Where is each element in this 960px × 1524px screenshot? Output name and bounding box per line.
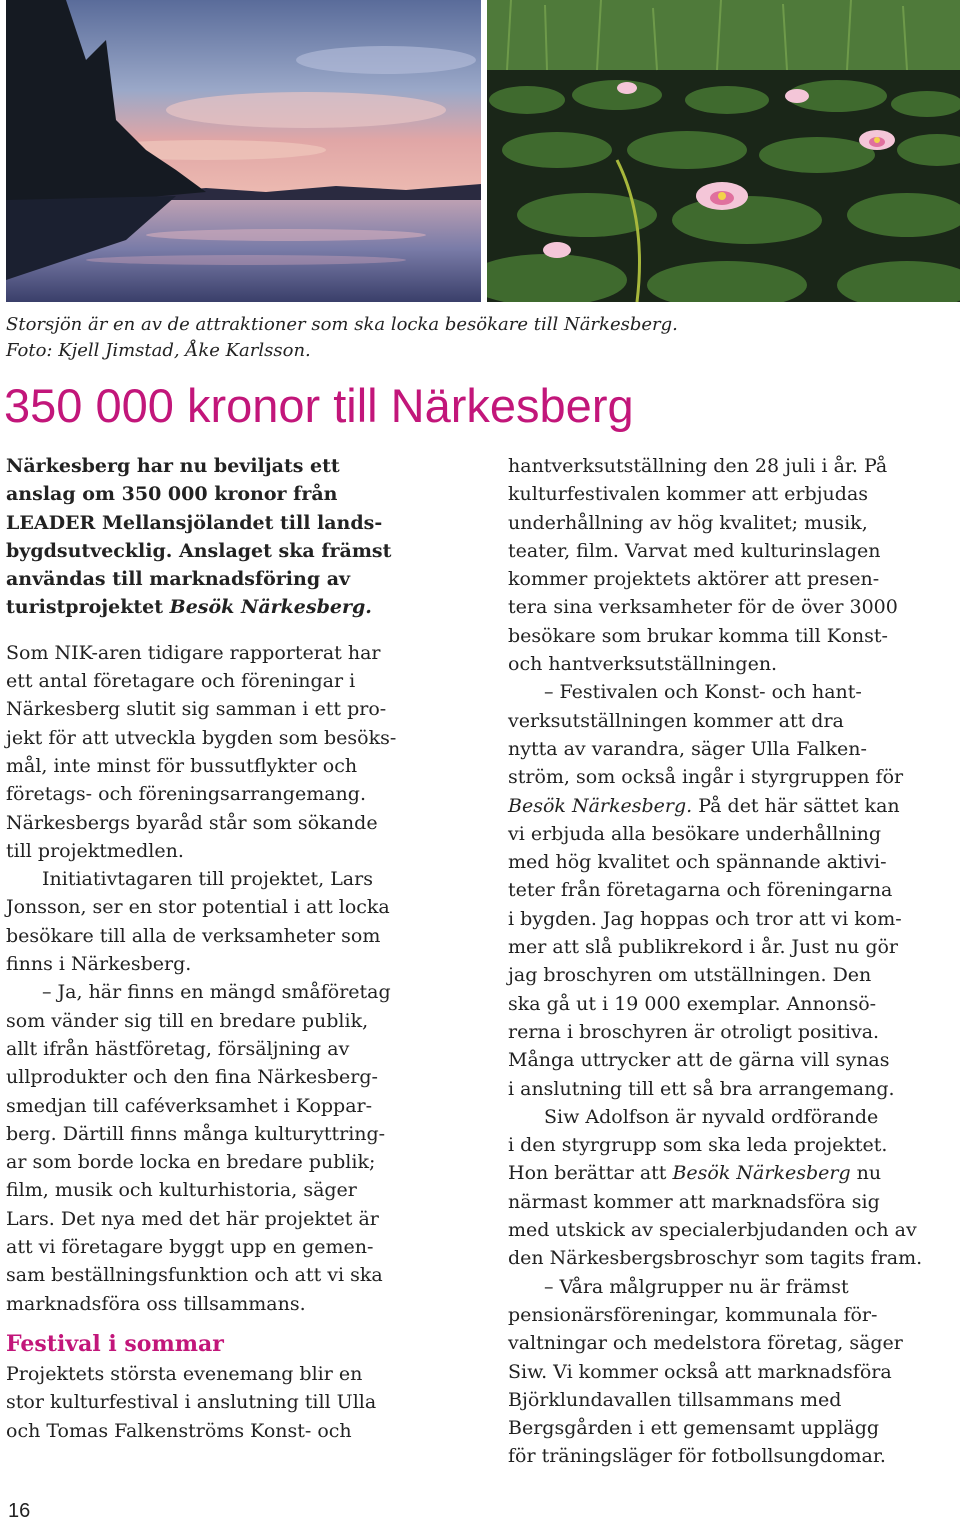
right-p3-italic: Besök Närkesberg (672, 1162, 851, 1185)
caption-line-2: Foto: Kjell Jimstad, Åke Karlsson. (6, 340, 311, 361)
left-paragraph-1: Som NIK-aren tidigare rapporterat har ett antal företagare och föreningar i Närkesberg slutit sig samman i ett pro- jekt för att utveckla bygden som besöks- mål, inte minst för bussutflykter och företags- och föreningsarrangemang. Närkesbergs byaråd står som sökande till projektmedlen. (6, 641, 397, 862)
right-paragraph-1: hantverksutställning den 28 juli i år. På kulturfestivalen kommer att erbjudas underhållning av hög kvalitet; musik, teater, film. Varvat med kulturinslagen kommer projektets aktörer att presen- tera sina verksamheter för de över 3000 besökare som brukar komma till Konst- och hantverksutställningen. (508, 455, 898, 676)
left-column (6, 452, 468, 1445)
right-p2-text-b: På det här sättet kan vi erbjuda alla besökare underhållning med hög kvalitet och spännande aktivi- teter från företagarna och föreningarna i bygden. Jag hoppas och tror att vi kom- mer att slå publikrekord i år. Just nu gör jag broschyren om utställningen. Den ska gå ut i 19 000 exemplar. Annonsö- rerna i broschyren är otroligt positiva. Många uttrycker att de gärna vill synas i anslutning till ett så bra arrangemang. (508, 794, 902, 1100)
page-number: 16 (8, 1500, 31, 1522)
right-p2-text-a: – Festivalen och Konst- och hant- verksutställningen kommer att dra nytta av varandra, säger Ulla Falken- ström, som också ingår i styrgruppen för (508, 681, 904, 789)
lead-paragraph (6, 452, 468, 622)
photo-caption (6, 312, 946, 364)
right-paragraph-3 (508, 1103, 960, 1273)
caption-line-1: Storsjön är en av de attraktioner som ska locka besökare till Närkesberg. (6, 314, 678, 335)
water-lilies-photo (487, 0, 960, 302)
left-paragraph-2: Initiativtagaren till projektet, Lars Jonsson, ser en stor potential i att locka besökare till alla de verksamheter som finns i Närkesberg. (6, 868, 390, 976)
right-p3-text-a: Siw Adolfson är nyvald ordförande i den styrgrupp som ska leda projektet. Hon berättar att (508, 1105, 888, 1185)
right-paragraph-4: – Våra målgrupper nu är främst pensionärsföreningar, kommunala för- valtningar och medelstora företag, säger Siw. Vi kommer också att marknadsföra Björklundavallen tillsammans med Bergsgården i ett gemensamt upplägg för träningsläger för fotbollsungdomar. (508, 1275, 903, 1468)
right-paragraph-2 (508, 678, 960, 1102)
right-p2-italic: Besök Närkesberg. (508, 794, 693, 817)
left-paragraph-3: – Ja, här finns en mängd småföretag som vänder sig till en bredare publik, allt ifrån hästföretag, försäljning av ullprodukter och den fina Närkesberg- smedjan till caféverksamhet i Koppar- berg. Därtill finns många kulturyttring- ar som borde locka en bredare publik; film, musik och kulturhistoria, säger Lars. Det nya med det här projektet är att vi företagare byggt upp en gemen- sam beställningsfunktion och att vi ska marknadsföra oss tillsammans. (6, 981, 391, 1315)
lead-italic: Besök Närkesberg. (169, 596, 372, 619)
headline: 350 000 kronor till Närkesberg (4, 379, 634, 432)
lake-photo (6, 0, 481, 302)
right-column (508, 452, 960, 1471)
lead-text: Närkesberg har nu beviljats ett anslag om 350 000 kronor från LEADER Mellansjölandet till lands- bygdsutvecklig. Anslaget ska främst användas till marknadsföring av turistprojektet (6, 455, 392, 619)
left-paragraph-4: Projektets största evenemang blir en stor kulturfestival i anslutning till Ulla och Tomas Falkenströms Konst- och (6, 1362, 377, 1442)
right-p3-text-b: nu närmast kommer att marknadsföra sig med utskick av specialerbjudanden och av den Närkesbergsbroschyr som tagits fram. (508, 1162, 923, 1270)
subheading-festival: Festival i sommar (6, 1330, 224, 1357)
